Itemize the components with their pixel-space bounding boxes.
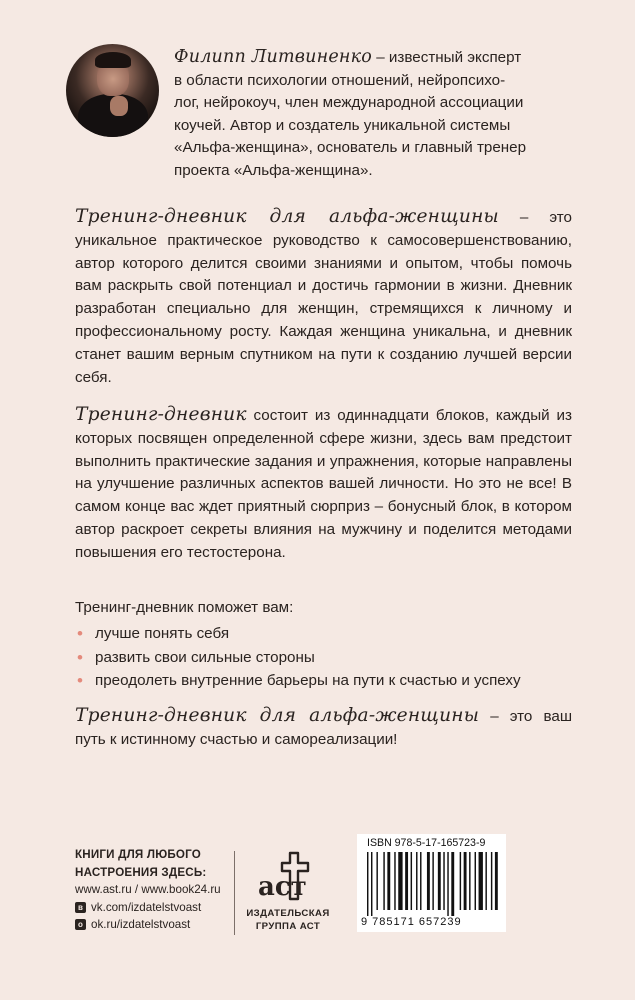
publisher-links	[75, 846, 235, 934]
barcode-bar	[387, 852, 390, 910]
barcode-digits: 9 785171 657239	[361, 916, 462, 928]
barcode-bar	[495, 852, 498, 910]
bullet-icon: •	[77, 647, 83, 667]
barcode-bar	[491, 852, 492, 910]
closing-text: – это ваш путь к истинному счастью и самореализации!	[75, 708, 572, 748]
barcode-bar	[485, 852, 486, 910]
barcode-bar	[367, 852, 368, 916]
bio-line-5: «Альфа-женщина», основатель и главный тренер	[174, 139, 527, 157]
bio-line-4: коучей. Автор и создатель уникальной системы	[174, 116, 511, 134]
list-item-text: развить свои сильные стороны	[95, 648, 315, 666]
ast-logo	[252, 851, 322, 903]
footer-heading-2: НАСТРОЕНИЯ ЗДЕСЬ:	[75, 865, 207, 879]
barcode-bar	[371, 852, 372, 916]
description-paragraph-1	[75, 206, 572, 389]
bio-line-1-rest: – известный эксперт	[372, 49, 522, 66]
footer-divider	[234, 851, 235, 935]
ok-icon: o	[75, 919, 86, 930]
barcode-bar	[460, 852, 461, 910]
barcode-bar	[420, 852, 421, 910]
barcode-icon	[365, 852, 499, 916]
paragraph-1-lead: Тренинг-дневник для альфа-женщины	[75, 206, 499, 227]
footer-heading-1: КНИГИ ДЛЯ ЛЮБОГО	[75, 848, 201, 861]
barcode-bar	[451, 852, 454, 916]
barcode-bar	[376, 852, 377, 910]
bio-line-3: лог, нейрокоуч, член международной ассоциации	[174, 94, 524, 112]
footer-sites[interactable]: www.ast.ru / www.book24.ru	[75, 883, 221, 896]
barcode-bar	[411, 852, 412, 910]
publisher-name	[238, 907, 338, 933]
bio-line-6: проекта «Альфа-женщина».	[174, 161, 373, 179]
list-item	[75, 646, 521, 670]
isbn-number: ISBN 978-5-17-165723-9	[367, 837, 486, 849]
author-photo	[66, 44, 159, 137]
publisher-line-1: ИЗДАТЕЛЬСКАЯ	[246, 908, 330, 919]
barcode-bar	[464, 852, 467, 910]
barcode-bar	[469, 852, 470, 910]
barcode-bar	[438, 852, 441, 910]
ok-link[interactable]	[75, 916, 235, 934]
bio-line-2: в области психологии отношений, нейропсихо-	[174, 71, 506, 89]
publisher-line-2: ГРУППА АСТ	[255, 921, 321, 932]
description-paragraph-2	[75, 404, 572, 565]
barcode-bar	[443, 852, 444, 910]
list-item	[75, 622, 521, 646]
vk-link-text: vk.com/izdatelstvoast	[91, 900, 202, 914]
bullet-icon: •	[77, 671, 83, 691]
barcode-bar	[405, 852, 408, 910]
barcode-bar	[475, 852, 476, 910]
barcode-bar	[398, 852, 402, 910]
bio-line-1	[174, 46, 572, 70]
photo-hand-shape	[110, 96, 128, 116]
closing-lead: Тренинг-дневник для альфа-женщины	[75, 705, 480, 726]
logo-text: аст	[258, 872, 307, 902]
author-bio	[174, 46, 572, 183]
barcode-bar	[383, 852, 384, 910]
barcode-bar	[427, 852, 430, 910]
closing-paragraph	[75, 705, 572, 752]
list-item-text: преодолеть внутренние барьеры на пути к счастью и успеху	[95, 672, 521, 690]
list-item	[75, 669, 521, 693]
barcode-bar	[394, 852, 395, 910]
ok-link-text: ok.ru/izdatelstvoast	[91, 918, 191, 931]
photo-hair-shape	[95, 52, 131, 68]
list-item-text: лучше понять себя	[95, 625, 230, 642]
barcode-bar	[432, 852, 433, 910]
barcode-block	[357, 834, 506, 932]
barcode-bar	[447, 852, 448, 916]
paragraph-1-text: – это уникальное практическое руководство к самосовершенствованию, автор которого делится своими знаниями и опытом, чтобы помочь вам раскрыть свой потенциал и достичь гармонии в жизни. Дневник разработан специально для женщин, стремящихся к личному и профессиональному росту. Каждая женщина уникальна, и дневник станет вашим верным спутником на пути к созданию лучшей версии себя.	[75, 209, 572, 386]
barcode-bar	[416, 852, 417, 910]
author-name: Филипп Литвиненко	[174, 47, 373, 67]
paragraph-2-text: состоит из одиннадцати блоков, каждый из которых посвящен определенной сфере жизни, здесь вам предстоит выполнить практические задания и упражнения, которые направлены на улучшение различных аспектов вашей личности. Но это не все! В самом конце вас ждет приятный сюрприз – бонусный блок, в котором автор раскроет секреты влияния на мужчину и поделится методами повышения его тестостерона.	[75, 407, 572, 561]
benefits-list	[75, 622, 521, 693]
vk-icon: в	[75, 902, 86, 913]
paragraph-2-lead: Тренинг-дневник	[75, 404, 247, 425]
vk-link[interactable]	[75, 899, 235, 917]
bullet-icon: •	[77, 624, 83, 643]
barcode-bar	[479, 852, 483, 910]
list-intro: Тренинг-дневник поможет вам:	[75, 599, 294, 616]
